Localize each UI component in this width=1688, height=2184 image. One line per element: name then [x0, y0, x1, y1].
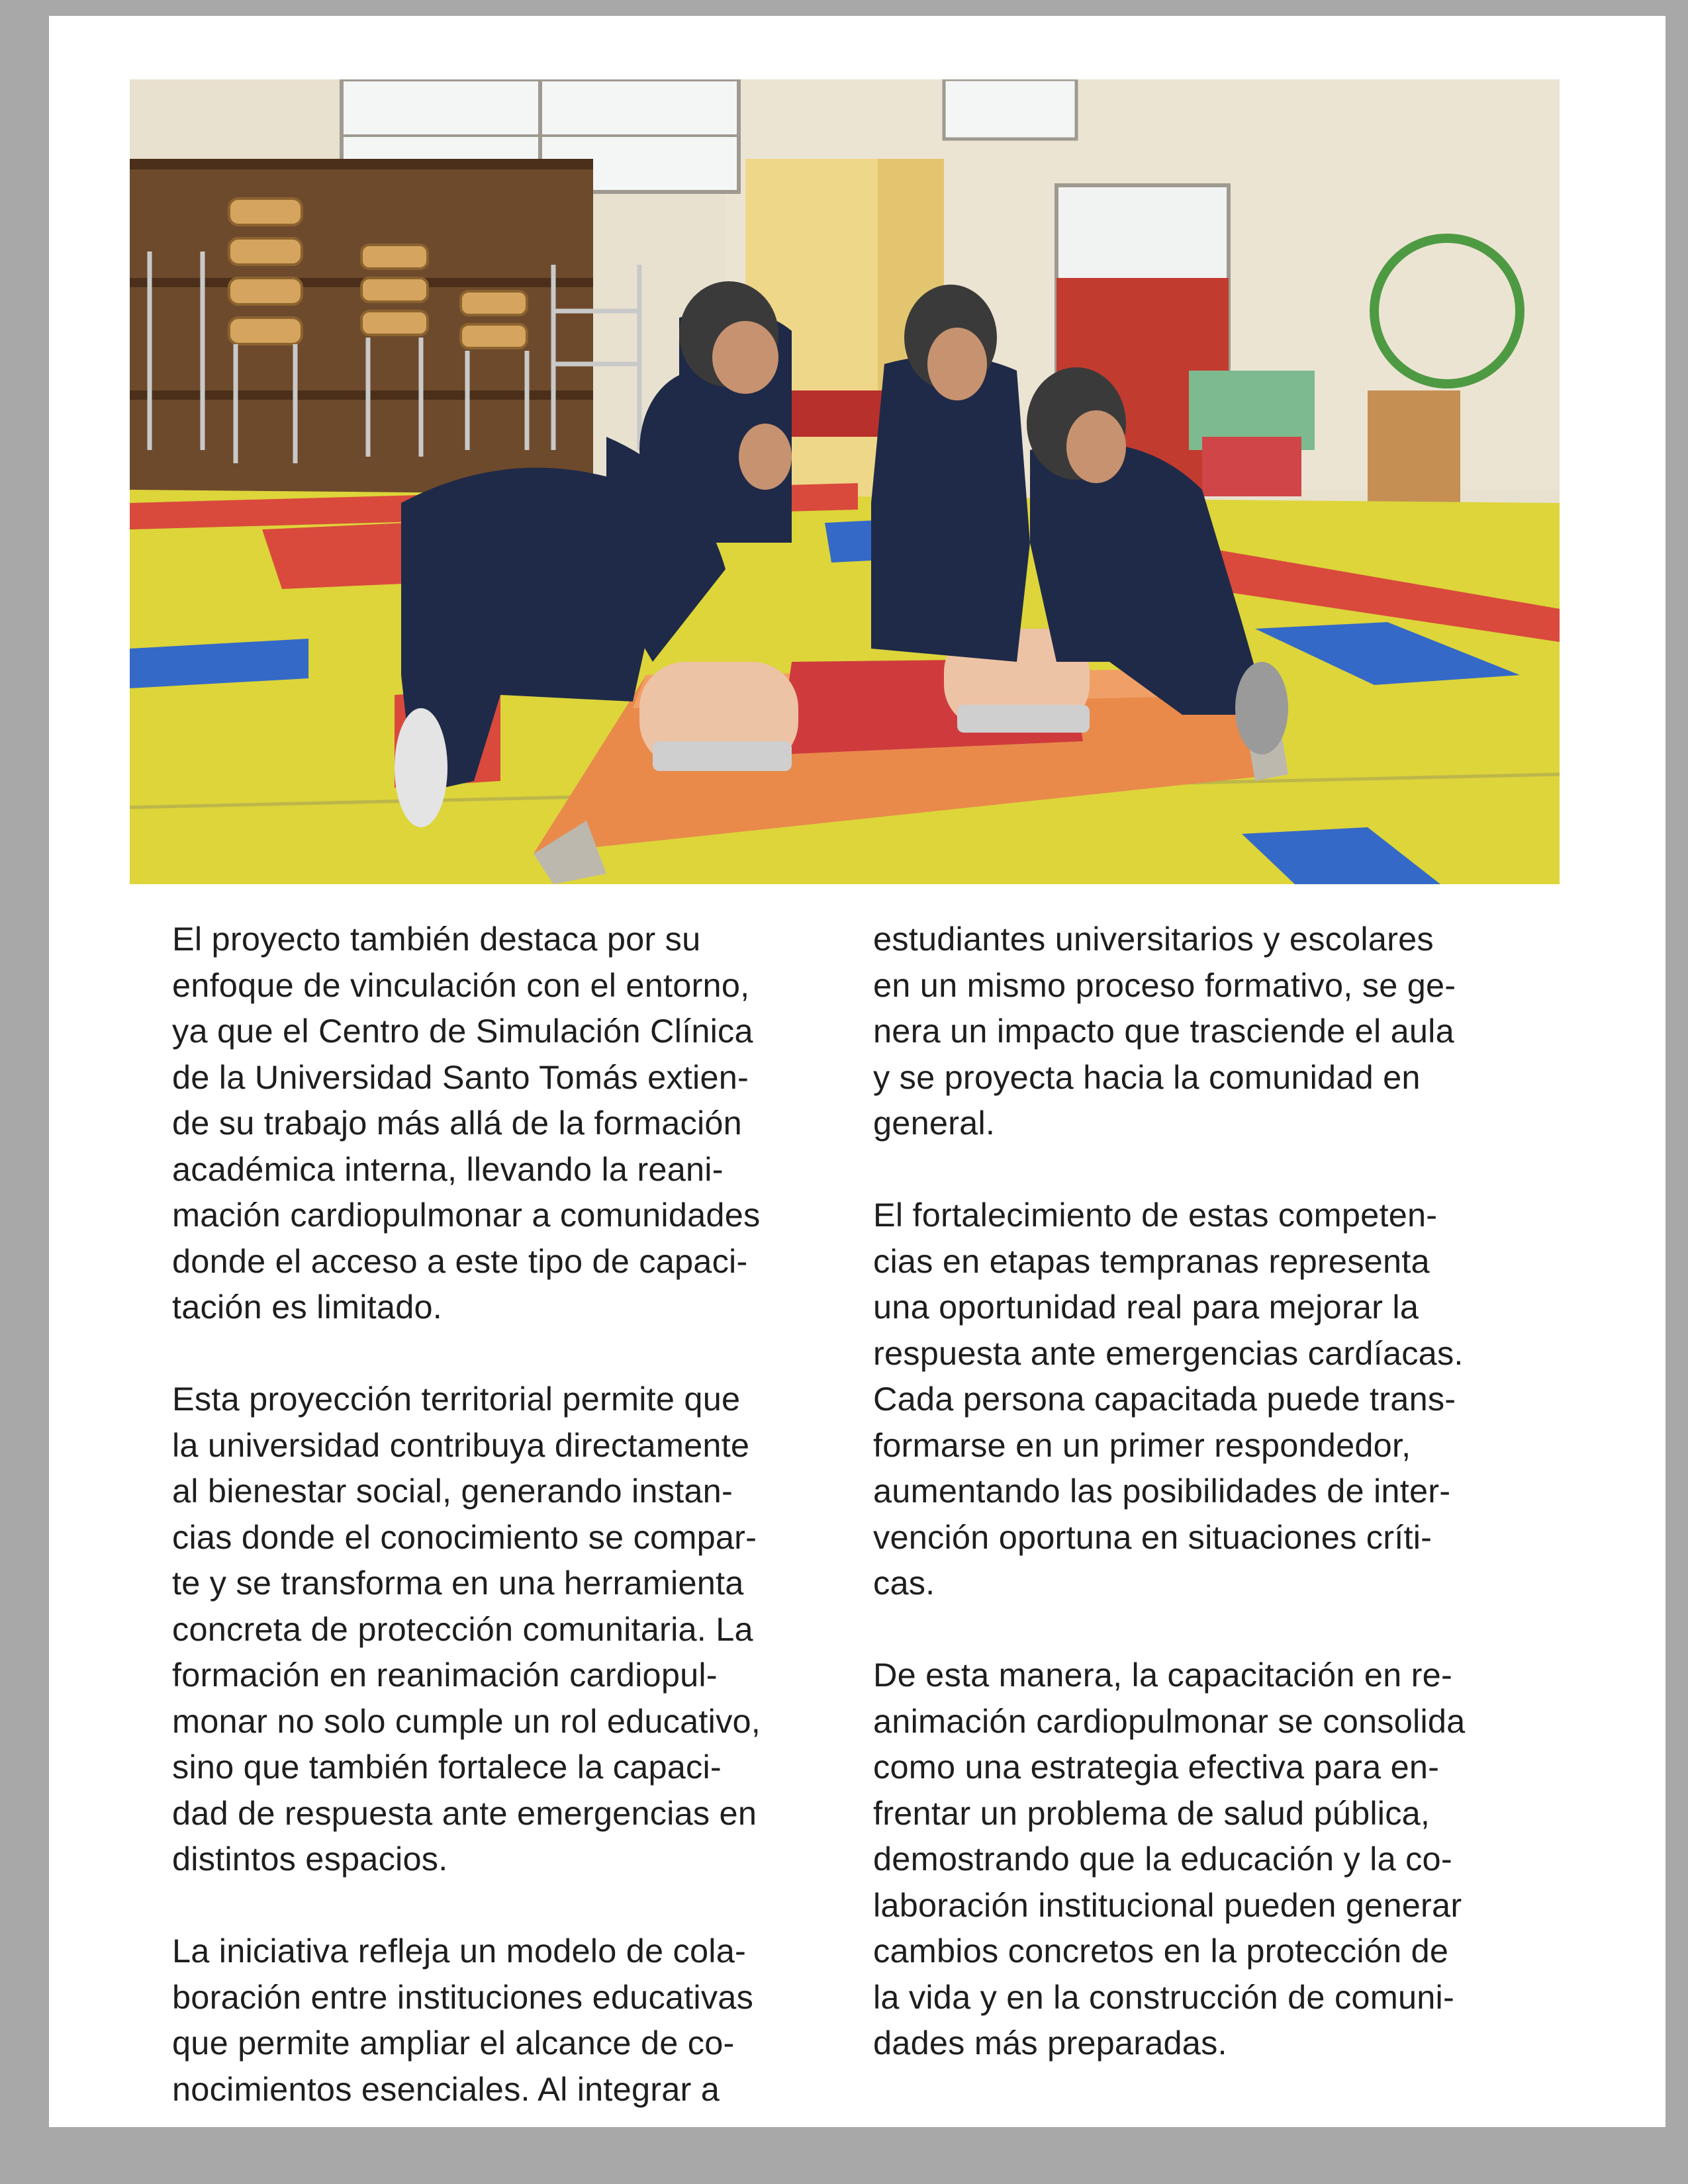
text-line: Esta proyección territorial permite que	[172, 1380, 741, 1418]
text-line: concreta de protección comunitaria. La	[172, 1610, 753, 1648]
text-line: La iniciativa refleja un modelo de cola-	[172, 1932, 746, 1970]
text-line: estudiantes universitarios y escolares	[873, 920, 1434, 958]
text-line: demostrando que la educación y la co-	[873, 1840, 1452, 1878]
manikin-left	[639, 662, 798, 771]
text-line: nera un impacto que trasciende el aula	[873, 1012, 1454, 1050]
paragraph-impact	[873, 916, 1528, 1146]
text-line: cas.	[873, 1564, 935, 1602]
article-column-right	[873, 916, 1528, 2066]
text-line: la universidad contribuya directamente	[172, 1426, 750, 1464]
text-line: general.	[873, 1104, 996, 1142]
text-line: El fortalecimiento de estas competen-	[873, 1196, 1438, 1234]
paragraph-conclusion	[873, 1652, 1528, 2066]
text-line: nocimientos esenciales. Al integrar a	[172, 2070, 720, 2108]
paragraph-territorial-projection	[172, 1376, 827, 1882]
text-line: respuesta ante emergencias cardíacas.	[873, 1334, 1464, 1372]
text-line: cambios concretos en la protección de	[873, 1932, 1449, 1970]
page	[49, 16, 1665, 2127]
text-line: frentar un problema de salud pública,	[873, 1794, 1430, 1832]
text-line: De esta manera, la capacitación en re-	[873, 1656, 1452, 1694]
cpr-training-photo	[130, 79, 1560, 884]
text-line: te y se transforma en una herramienta	[172, 1564, 744, 1602]
text-line: dad de respuesta ante emergencias en	[172, 1794, 757, 1832]
text-line: formarse en un primer respondedor,	[873, 1426, 1411, 1464]
text-line: donde el acceso a este tipo de capaci-	[172, 1242, 748, 1280]
paragraph-collaboration	[172, 1928, 827, 2112]
text-line: cias donde el conocimiento se compar-	[172, 1518, 757, 1556]
text-line: dades más preparadas.	[873, 2024, 1227, 2062]
text-line: boración entre instituciones educativas	[172, 1978, 754, 2016]
text-line: monar no solo cumple un rol educativo,	[172, 1702, 761, 1740]
text-line: y se proyecta hacia la comunidad en	[873, 1058, 1421, 1096]
text-line: tación es limitado.	[172, 1288, 442, 1326]
text-line: sino que también fortalece la capaci-	[172, 1748, 722, 1786]
text-line: que permite ampliar el alcance de co-	[172, 2024, 735, 2062]
text-line: Cada persona capacitada puede trans-	[873, 1380, 1456, 1418]
text-line: formación en reanimación cardiopul-	[172, 1656, 718, 1694]
paragraph-outreach	[172, 916, 827, 1330]
text-line: vención oportuna en situaciones críti-	[873, 1518, 1432, 1556]
text-line: al bienestar social, generando instan-	[172, 1472, 733, 1510]
text-line: mación cardiopulmonar a comunidades	[172, 1196, 761, 1234]
text-line: animación cardiopulmonar se consolida	[873, 1702, 1466, 1740]
text-line: ya que el Centro de Simulación Clínica	[172, 1012, 753, 1050]
text-line: como una estrategia efectiva para en-	[873, 1748, 1440, 1786]
text-line: laboración institucional pueden generar	[873, 1886, 1462, 1924]
text-line: distintos espacios.	[172, 1840, 448, 1878]
text-line: en un mismo proceso formativo, se ge-	[873, 966, 1456, 1004]
text-line: la vida y en la construcción de comuni-	[873, 1978, 1454, 2016]
article-column-left	[172, 916, 827, 2112]
paragraph-competencies	[873, 1192, 1528, 1606]
text-line: de la Universidad Santo Tomás extien-	[172, 1058, 749, 1096]
text-line: aumentando las posibilidades de inter-	[873, 1472, 1451, 1510]
text-line: enfoque de vinculación con el entorno,	[172, 966, 750, 1004]
text-line: una oportunidad real para mejorar la	[873, 1288, 1419, 1326]
text-line: El proyecto también destaca por su	[172, 920, 701, 958]
text-line: cias en etapas tempranas representa	[873, 1242, 1430, 1280]
text-line: de su trabajo más allá de la formación	[172, 1104, 742, 1142]
text-line: académica interna, llevando la reani-	[172, 1150, 724, 1188]
photo-illustration	[130, 79, 1560, 884]
